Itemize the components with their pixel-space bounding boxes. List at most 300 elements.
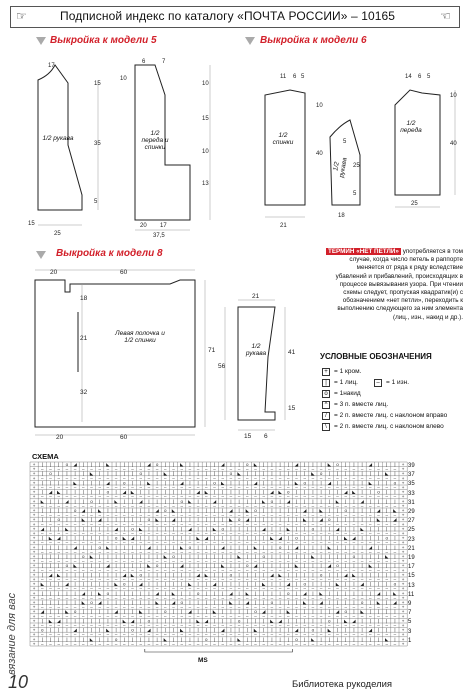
chart-stitch: | [123,636,125,642]
chart-stitch: | [304,636,306,642]
chart-stitch: + [32,535,36,541]
chart-stitch: + [401,544,405,550]
chart-stitch: | [205,600,207,605]
chart-stitch: – [114,586,118,592]
chart-stitch: – [41,512,44,518]
chart-stitch: | [41,590,43,596]
chart-stitch: – [262,531,265,536]
chart-stitch: – [123,577,126,582]
chart-stitch: | [328,498,330,504]
chart-stitch: – [229,632,233,638]
chart-stitch: o [65,563,69,569]
chart-stitch: – [180,623,183,628]
chart-stitch: | [107,535,109,541]
chart-stitch: | [131,480,134,486]
chart-stitch: – [246,558,249,564]
chart-stitch: | [328,581,330,587]
chart-stitch: | [205,581,207,587]
chart-stitch: | [189,590,191,596]
chart-stitch: o [254,609,257,615]
chart-stitch: | [246,544,248,550]
chart-stitch: | [312,508,314,513]
chart-stitch: – [270,512,274,518]
chart-stitch: – [196,466,200,472]
chart-stitch: – [213,567,216,573]
chart-stitch: ◢ [196,572,200,578]
chart-stitch: | [66,600,68,605]
chart-stitch: – [90,512,93,518]
chart-stitch: | [66,508,68,513]
chart-stitch: | [271,471,273,477]
chart-stitch: | [287,618,289,624]
chart-stitch: o [114,535,118,541]
chart-stitch: | [238,489,240,495]
chart-stitch: – [57,604,60,610]
chart-stitch: – [344,512,347,518]
chart-stitch: | [394,563,396,569]
chart-stitch: | [377,471,380,477]
chart-stitch: ◣ [196,535,200,541]
chart-stitch: | [394,636,396,642]
chart-stitch: – [123,531,126,536]
chart-stitch: – [98,485,101,490]
chart-stitch: | [66,517,68,523]
chart-stitch: – [344,531,347,536]
knit-symbol-icon: | [322,379,330,387]
chart-stitch: | [271,609,273,615]
chart-stitch: ◣ [319,508,323,513]
chart-stitch: | [287,600,289,605]
chart-stitch: – [41,604,44,610]
chart-stitch: | [295,489,298,495]
chart-stitch: – [155,494,159,500]
chart-stitch: – [303,512,306,518]
chart-stitch: – [98,641,101,647]
chart-stitch: ◣ [360,609,364,615]
chart-stitch: – [164,577,167,582]
chart-stitch: – [164,540,167,546]
chart-stitch: – [98,540,101,546]
chart-stitch: ◣ [97,590,102,596]
chart-stitch: – [352,558,356,564]
chart-stitch: o [336,563,339,569]
chart-stitch: + [401,563,405,569]
chart-stitch: – [221,595,224,601]
chart-stitch: | [361,462,363,467]
chart-stitch: – [82,494,85,500]
chart-stitch: | [74,618,76,624]
chart-stitch: – [90,540,93,546]
chart-stitch: – [229,595,233,601]
chart-stitch: ◣ [212,526,217,532]
chart-stitch: | [197,554,199,559]
chart-stitch: o [147,517,151,523]
chart-stitch: | [386,572,388,578]
chart-stitch: o [229,572,233,578]
chart-stitch: – [196,586,200,592]
chart-stitch: | [74,581,76,587]
chart-stitch: | [90,590,93,596]
chart-stitch: | [181,471,183,477]
chart-stitch: | [320,526,322,532]
chart-stitch: | [107,618,109,624]
chart-stitch: | [222,517,224,523]
chart-stitch: – [106,641,110,647]
chart-stitch: – [270,475,274,481]
chart-stitch: | [304,544,306,550]
chart-stitch: ◢ [65,498,69,504]
chart-stitch: + [32,471,36,477]
chart-stitch: – [311,485,315,490]
chart-stitch: – [82,475,85,481]
chart-stitch: | [353,526,355,532]
chart-stitch: | [377,572,380,578]
chart-stitch: – [319,613,323,619]
chart-stitch: – [287,586,290,592]
chart-stitch: – [41,641,44,647]
row-number: 25 [408,527,415,534]
chart-stitch: ◢ [97,600,102,605]
chart-stitch: – [139,558,142,564]
chart-stitch: – [311,632,315,638]
chart-stitch: – [295,540,298,546]
chart-stitch: | [58,508,60,513]
model6-title: Выкройка к модели 6 [260,35,367,46]
chart-stitch: – [98,466,101,472]
chart-stitch: – [336,586,339,592]
chart-stitch: – [65,503,69,509]
chart-stitch: – [262,475,265,481]
k3tog-symbol-icon: ^ [322,401,330,409]
svg-text:6: 6 [264,433,268,440]
chart-stitch: | [271,590,273,596]
chart-stitch: ◣ [352,572,356,578]
chart-stitch: – [336,531,339,536]
chart-stitch: – [90,558,93,564]
chart-stitch: – [90,641,93,647]
chart-stitch: – [65,531,69,536]
chart-stitch: | [361,590,363,596]
chart-stitch: ◢ [335,526,340,532]
chart-stitch: – [147,623,151,628]
chart-stitch: | [320,636,322,642]
chart-stitch: ◣ [253,627,258,633]
chart-stitch: ◢ [327,480,332,486]
chart-stitch: – [139,531,142,536]
chart-stitch: – [336,549,339,555]
chart-stitch: | [156,609,158,615]
chart-stitch: – [123,540,126,546]
svg-text:10: 10 [316,103,323,109]
chart-stitch: + [32,600,36,605]
chart-stitch: | [90,535,93,541]
chart-stitch: – [155,577,159,582]
chart-stitch: | [279,462,281,467]
chart-stitch: – [188,613,192,619]
chart-stitch: | [254,517,257,523]
chart-stitch: | [189,535,191,541]
chart-stitch: – [336,567,339,573]
chart-stitch: – [57,466,60,472]
chart-stitch: | [197,636,199,642]
chart-stitch: | [328,590,330,596]
chart-stitch: o [41,627,44,633]
chart-stitch: – [369,503,372,509]
row-number: 15 [408,573,415,580]
chart-stitch: – [278,595,282,601]
chart-stitch: | [320,489,322,495]
chart-stitch: ◣ [311,636,315,642]
chart-stitch: ◣ [270,535,274,541]
chart-stitch: – [369,641,372,647]
chart-stitch: – [328,567,331,573]
chart-stitch: | [230,618,232,624]
chart-stitch: ◣ [384,471,389,477]
svg-text:21: 21 [80,335,88,342]
chart-stitch: ◢ [155,508,159,513]
chart-stitch: – [393,512,397,518]
chart-stitch: | [41,517,43,523]
chart-stitch: | [263,572,265,578]
chart-stitch: | [181,489,183,495]
chart-stitch: – [155,595,159,601]
chart-stitch: – [49,567,52,573]
chart-stitch: – [106,623,110,628]
chart-stitch: ◣ [343,535,348,541]
chart-stitch: – [287,595,290,601]
chart-stitch: | [66,544,68,550]
chart-stitch: – [295,503,298,509]
chart-stitch: | [58,526,60,532]
svg-text:7: 7 [162,59,166,65]
chart-stitch: – [98,494,101,500]
chart-stitch: – [328,549,331,555]
chart-stitch: + [401,604,405,610]
chart-stitch: – [344,632,347,638]
svg-text:15: 15 [94,81,101,87]
chart-stitch: o [303,480,306,486]
chart-stitch: + [401,590,405,596]
chart-stitch: ◢ [171,600,176,605]
chart-stitch: | [66,590,68,596]
chart-stitch: – [205,494,208,500]
chart-stitch: – [303,503,306,509]
chart-stitch: – [180,549,183,555]
chart-stitch: | [164,462,166,467]
chart-stitch: + [32,508,36,513]
chart-stitch: – [336,604,339,610]
chart-stitch: ◣ [40,581,45,587]
chart-stitch: ◣ [278,572,282,578]
chart-stitch: | [263,600,265,605]
chart-stitch: | [361,517,363,523]
chart-stitch: – [393,475,397,481]
chart-stitch: + [401,581,405,587]
chart-stitch: – [65,549,69,555]
chart-stitch: | [74,517,76,523]
svg-text:56: 56 [218,363,226,370]
chart-stitch: – [73,632,77,638]
chart-stitch: – [82,641,85,647]
chart-stitch: – [73,485,77,490]
chart-stitch: – [319,586,323,592]
chart-stitch: – [139,632,142,638]
chart-stitch: – [287,604,290,610]
chart-stitch: | [90,489,93,495]
chart-stitch: – [328,558,331,564]
chart-stitch: – [114,595,118,601]
chart-stitch: ◢ [73,627,77,633]
model8-sleeve-shape [238,307,275,420]
chart-stitch: – [41,567,44,573]
chart-stitch: | [181,526,183,532]
chart-stitch: | [107,498,109,504]
chart-stitch: | [213,590,216,596]
chart-stitch: | [156,572,158,578]
chart-stitch: – [221,558,224,564]
chart-stitch: | [279,636,281,642]
chart-stitch: | [312,618,314,624]
chart-stitch: – [41,521,44,527]
chart-stitch: ◣ [327,462,332,467]
chart-stitch: | [287,480,289,486]
legend-item [322,423,462,431]
chart-stitch: – [278,549,282,555]
chart-stitch: + [401,526,405,532]
chart-stitch: | [320,480,322,486]
chart-stitch: – [139,521,142,527]
chart-stitch: – [98,586,101,592]
chart-stitch: | [181,590,183,596]
chart-stitch: ◣ [122,535,127,541]
chart-stitch: | [394,618,396,624]
svg-text:25: 25 [54,231,61,237]
chart-stitch: o [180,600,183,605]
chart-stitch: – [196,494,200,500]
chart-stitch: | [156,498,158,504]
chart-stitch: – [57,475,60,481]
chart-stitch: | [90,563,93,569]
chart-stitch: o [229,471,233,477]
chart-stitch: – [90,549,93,555]
chart-stitch: + [401,618,405,624]
chart-stitch: | [345,590,347,596]
chart-stitch: – [229,604,233,610]
chart-stitch: | [320,535,322,541]
chart-stitch: | [295,590,298,596]
chart-stitch: | [115,563,117,569]
chart-stitch: | [263,471,265,477]
chart-stitch: ◣ [122,618,127,624]
chart-stitch: – [344,549,347,555]
chart-stitch: + [401,535,405,541]
legend-item [322,379,462,387]
svg-text:10: 10 [450,93,457,99]
chart-stitch: + [401,595,405,601]
chart-stitch: | [205,609,207,615]
chart-stitch: | [271,462,273,467]
chart-stitch: | [377,544,380,550]
chart-stitch: – [393,521,397,527]
chart-stitch: + [401,475,405,481]
svg-text:11: 11 [280,74,287,80]
chart-stitch: – [303,641,306,647]
chart-stitch: | [82,480,84,486]
chart-stitch: – [82,512,85,518]
chart-stitch: – [237,521,241,527]
chart-stitch: | [336,508,339,513]
chart-stitch: o [65,462,69,467]
chart-stitch: – [360,595,364,601]
chart-stitch: – [196,512,200,518]
chart-stitch: | [115,508,117,513]
chart-stitch: | [238,563,240,569]
chart-stitch: – [188,503,192,509]
chart-stitch: | [336,517,339,523]
chart-stitch: – [213,512,216,518]
row-number: 23 [408,536,415,543]
chart-stitch: | [271,627,273,633]
chart-stitch: ◣ [130,489,135,495]
chart-stitch: | [66,554,68,559]
chart-stitch: o [287,590,290,596]
chart-stitch: – [123,623,126,628]
chart-stitch: – [393,549,397,555]
chart-stitch: – [57,577,60,582]
chart-stitch: – [377,549,380,555]
chart-stitch: – [311,577,315,582]
chart-stitch: – [205,466,208,472]
row-number: 1 [408,637,412,644]
svg-text:10: 10 [120,76,127,82]
chart-stitch: | [115,590,117,596]
chart-stitch: – [393,531,397,536]
chart-stitch: – [147,475,151,481]
chart-stitch: + [32,618,36,624]
chart-stitch: ◢ [220,462,225,467]
chart-stitch: – [164,494,167,500]
chart-stitch: | [140,618,142,624]
chart-stitch: ◢ [130,535,135,541]
chart-stitch: – [377,531,380,536]
chart-stitch: | [394,489,396,495]
chart-stitch: – [254,558,257,564]
chart-stitch: | [345,544,347,550]
chart-stitch: | [238,609,240,615]
chart-stitch: | [369,526,371,532]
chart-stitch: | [156,489,158,495]
chart-stitch: – [287,521,290,527]
chart-stitch: – [180,475,183,481]
chart-stitch: – [237,531,241,536]
chart-stitch: – [180,577,183,582]
page-number: 10 [8,672,29,692]
chart-stitch: – [295,521,298,527]
chart-stitch: – [369,521,372,527]
chart-stitch: – [278,613,282,619]
chart-stitch: | [336,554,339,559]
chart-stitch: – [57,586,60,592]
chart-stitch: | [353,544,355,550]
chart-stitch: | [164,563,166,569]
chart-stitch: | [49,627,52,633]
chart-stitch: – [352,641,356,647]
chart-stitch: ◢ [360,581,364,587]
chart-stitch: | [377,526,380,532]
chart-stitch: | [66,627,68,633]
chart-stitch: | [345,581,347,587]
chart-stitch: – [221,503,224,509]
